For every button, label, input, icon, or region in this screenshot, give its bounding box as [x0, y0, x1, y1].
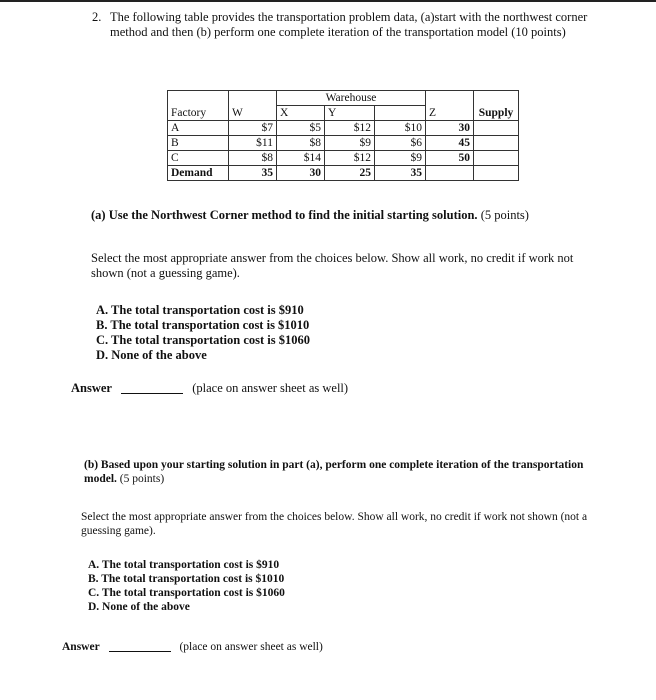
part-a-answer — [71, 381, 348, 396]
cost-cell: $14 — [277, 151, 325, 166]
demand-cell: 35 — [375, 166, 426, 181]
demand-cell: 25 — [325, 166, 375, 181]
answer-blank[interactable] — [121, 393, 183, 394]
answer-note: (place on answer sheet as well) — [179, 641, 323, 653]
cost-cell: $5 — [277, 121, 325, 136]
part-a-instructions: Select the most appropriate answer from the choices below. Show all work, no credit if work not shown (not a guessing game). — [91, 251, 574, 280]
part-b-instructions: Select the most appropriate answer from the choices below. Show all work, no credit if work not shown (not a guessing game). — [81, 511, 588, 537]
warehouse-header: Warehouse — [277, 91, 426, 106]
answer-label: Answer — [62, 641, 100, 653]
part-a-title-text: (a) Use the Northwest Corner method to find the initial starting solution. — [91, 208, 478, 222]
cost-cell: $11 — [229, 136, 277, 151]
table-row — [168, 151, 519, 166]
answer-blank[interactable] — [109, 651, 171, 652]
choice-item: A. The total transportation cost is $910 — [96, 303, 304, 317]
cost-cell: $10 — [375, 121, 426, 136]
question-number: 2. — [92, 10, 102, 24]
column-header-z: Z — [426, 106, 474, 121]
part-a-title — [91, 208, 529, 223]
cost-cell: $12 — [325, 151, 375, 166]
cost-cell: $7 — [229, 121, 277, 136]
question-text: The following table provides the transportation problem data, (a)start with the northwest corner method and then (b) perform one complete iteration of the transportation model (10 points) — [110, 10, 588, 39]
factory-cell: A — [168, 121, 229, 136]
supply-cell: 50 — [426, 151, 474, 166]
column-header-w: W — [229, 106, 277, 121]
answer-note: (place on answer sheet as well) — [192, 381, 349, 395]
part-b-title-text: (b) Based upon your starting solution in part (a), perform one complete iteration of the transportation model. — [84, 459, 584, 485]
top-rule — [0, 0, 656, 2]
choice-item: A. The total transportation cost is $910 — [88, 559, 280, 571]
choice-item: B. The total transportation cost is $1010 — [96, 318, 310, 332]
column-header-empty — [375, 106, 426, 121]
supply-cell: 30 — [426, 121, 474, 136]
cost-cell: $6 — [375, 136, 426, 151]
table-row — [168, 136, 519, 151]
part-a-points: (5 points) — [480, 208, 529, 222]
table-row — [168, 121, 519, 136]
demand-cell: 35 — [229, 166, 277, 181]
supply-header: Supply — [474, 106, 519, 121]
column-header-y: Y — [325, 106, 375, 121]
choice-item: D. None of the above — [88, 601, 190, 613]
answer-label: Answer — [71, 381, 112, 395]
column-header-x: X — [277, 106, 325, 121]
cost-cell: $9 — [375, 151, 426, 166]
demand-cell: 30 — [277, 166, 325, 181]
part-b-points: (5 points) — [119, 473, 165, 485]
cost-cell: $8 — [229, 151, 277, 166]
choice-item: C. The total transportation cost is $1060 — [88, 587, 285, 599]
transportation-table — [167, 90, 519, 181]
supply-cell: 45 — [426, 136, 474, 151]
part-b-title — [84, 458, 584, 486]
part-a-choices — [96, 303, 310, 363]
part-b-answer — [62, 640, 323, 654]
question-header — [92, 10, 602, 40]
demand-label: Demand — [168, 166, 229, 181]
factory-header: Factory — [168, 106, 229, 121]
cost-cell: $12 — [325, 121, 375, 136]
cost-cell: $9 — [325, 136, 375, 151]
factory-cell: B — [168, 136, 229, 151]
choice-item: D. None of the above — [96, 348, 207, 362]
part-b-choices — [88, 558, 285, 614]
choice-item: C. The total transportation cost is $1060 — [96, 333, 311, 347]
choice-item: B. The total transportation cost is $1010 — [88, 573, 285, 585]
demand-row — [168, 166, 519, 181]
factory-cell: C — [168, 151, 229, 166]
cost-cell: $8 — [277, 136, 325, 151]
